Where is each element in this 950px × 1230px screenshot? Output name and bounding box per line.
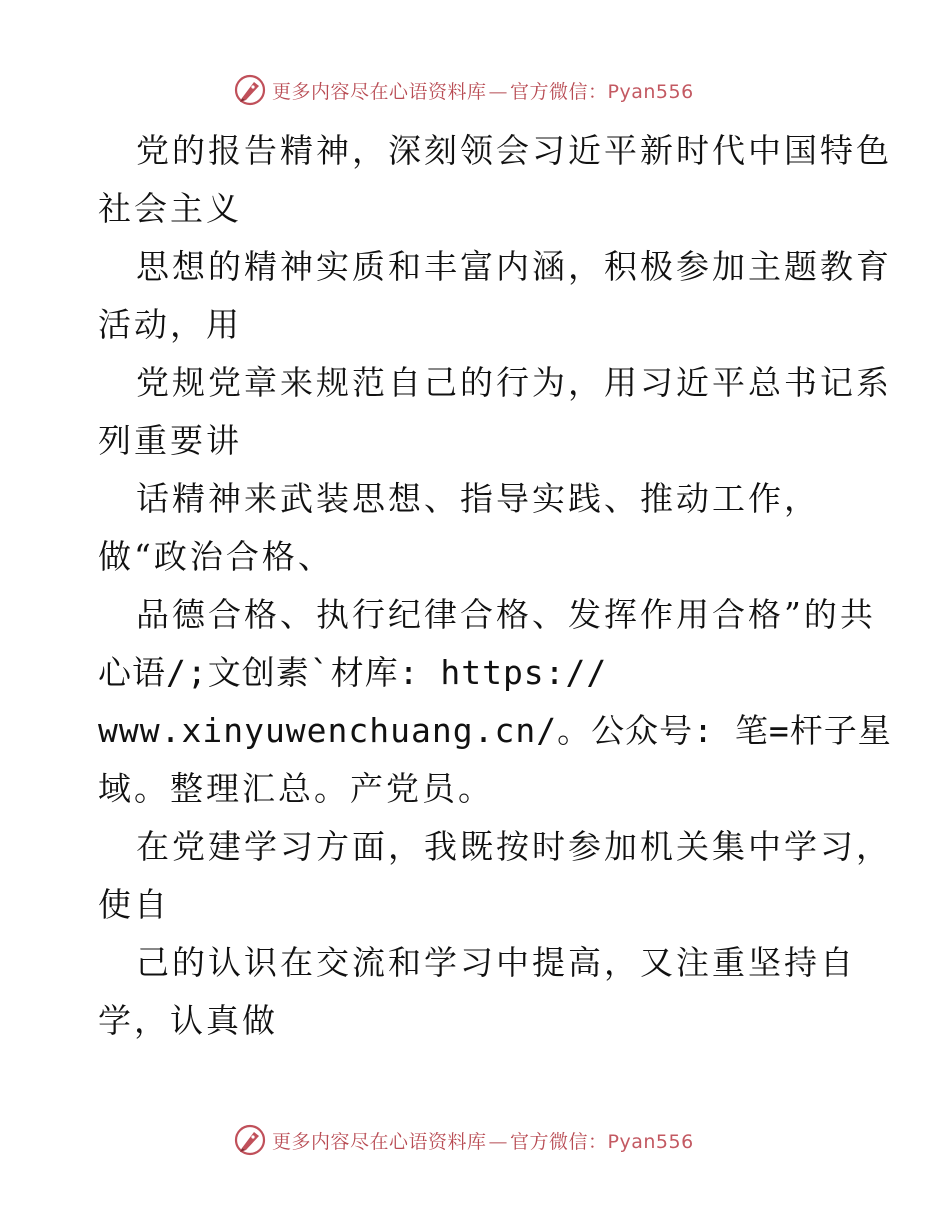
text-line: 在党建学习方面，我既按时参加机关集中学习， (136, 827, 892, 866)
text-line: 列重要讲 (98, 421, 242, 460)
banner-separator: — (488, 1130, 509, 1153)
pen-nib-logo-icon (234, 1124, 266, 1156)
pen-nib-logo-icon (234, 74, 266, 106)
text-line: 做“政治合格、 (98, 537, 334, 576)
banner-site-name: 更多内容尽在心语资料库 (272, 80, 487, 103)
text-line: www.xinyuwenchuang.cn/。公众号: 笔=杆子星 (98, 711, 892, 750)
text-line: 党的报告精神，深刻领会习近平新时代中国特色 (136, 131, 892, 170)
header-watermark-banner (234, 72, 694, 108)
text-line: 思想的精神实质和丰富内涵，积极参加主题教育 (136, 247, 892, 286)
text-line: 活动，用 (98, 305, 242, 344)
footer-watermark-banner (234, 1122, 694, 1158)
banner-wechat-label: 官方微信： (510, 80, 608, 103)
text-line: 心语/;文创素`材库: https:// (98, 653, 608, 692)
banner-wechat-label: 官方微信： (510, 1130, 608, 1153)
text-line: 学，认真做 (98, 1001, 278, 1040)
text-line: 域。整理汇总。产党员。 (98, 769, 494, 808)
text-line: 使自 (98, 885, 170, 924)
banner-wechat-id: Pyan556 (607, 80, 694, 103)
text-line: 话精神来武装思想、指导实践、推动工作， (136, 479, 820, 518)
banner-separator: — (488, 80, 509, 103)
text-line: 己的认识在交流和学习中提高，又注重坚持自 (136, 943, 856, 982)
banner-wechat-id: Pyan556 (607, 1130, 694, 1153)
text-line: 党规党章来规范自己的行为，用习近平总书记系 (136, 363, 892, 402)
banner-site-name: 更多内容尽在心语资料库 (272, 1130, 487, 1153)
document-body (98, 122, 892, 1050)
text-line: 社会主义 (98, 189, 242, 228)
text-line: 品德合格、执行纪律合格、发挥作用合格”的共 (136, 595, 876, 634)
